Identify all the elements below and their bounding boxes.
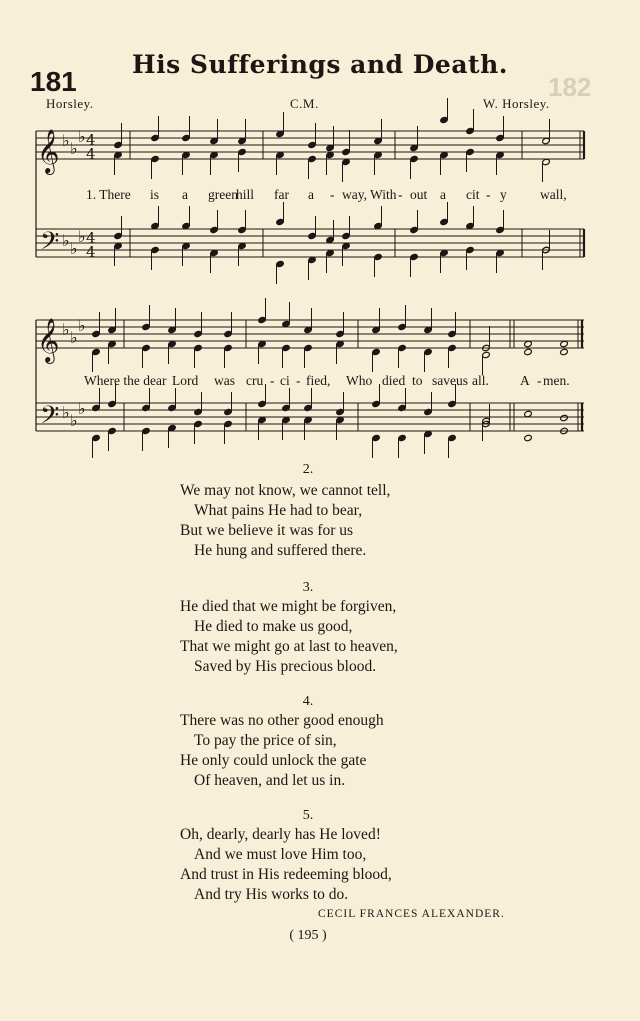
note-head [194,408,203,415]
flat-sign: ♭ [62,131,70,150]
flat-sign: ♭ [62,231,70,250]
verse-line: Oh, dearly, dearly has He loved! [180,826,381,843]
note-head [466,148,475,155]
lyric-syllable: - [270,373,275,388]
time-signature: 4 [86,243,96,261]
lyric-syllable: far [274,187,289,202]
lyric-syllable: fied, [306,373,331,388]
note-head [142,344,151,351]
lyric-syllable: all. [472,373,489,388]
note-head [410,155,419,162]
note-head [560,348,569,355]
verse-number: 5. [302,808,314,823]
note-head [114,232,123,239]
lyric-syllable: green [208,187,238,202]
lyric-syllable: - [296,373,301,388]
note-head [398,404,407,411]
note-head [466,127,475,134]
treble-clef: 𝄞 [37,129,60,173]
bleed-through-number: 182 [548,72,592,102]
note-head [398,344,407,351]
note-head [448,434,457,441]
flat-sign: ♭ [70,411,78,430]
verse-line: There was no other good enough [180,712,384,729]
note-head [276,260,285,267]
time-signature: 4 [86,131,96,149]
lyric-syllable: ci [280,373,290,388]
note-head [342,148,351,155]
verse-line: He died to make us good, [194,618,353,635]
verse-line: And trust in His redeeming blood, [180,866,392,883]
meter: C.M. [290,96,319,111]
note-head [342,232,351,239]
note-head [194,344,203,351]
lyric-syllable: a [440,187,446,202]
lyric-syllable: out [410,187,428,202]
lyric-syllable: was [214,373,235,388]
note-head [258,316,267,323]
note-head [496,226,505,233]
note-head [304,344,313,351]
lyric-syllable: y [500,187,507,202]
note-head [424,348,433,355]
note-head [524,348,533,355]
time-signature: 4 [86,145,96,163]
note-head [448,330,457,337]
note-head [410,253,419,260]
verse-line: And we must love Him too, [194,846,367,863]
note-head [372,400,381,407]
note-head [224,344,233,351]
note-head [524,434,533,441]
bass-clef: 𝄢 [40,227,60,262]
flat-sign: ♭ [78,316,86,335]
lyric-syllable: cru [246,373,264,388]
note-head [372,434,381,441]
lyric-syllable: hill [236,187,255,202]
note-head [398,434,407,441]
lyric-syllable: us [456,373,469,388]
note-head [194,420,203,427]
time-signature: 4 [86,229,96,247]
note-head [448,400,457,407]
note-head [224,330,233,337]
note-head [410,226,419,233]
verse-line: What pains He had to bear, [194,502,363,519]
note-head [114,141,123,148]
note-head [496,134,505,141]
lyric-syllable: - [398,187,403,202]
lyric-syllable: - [537,373,542,388]
note-head [424,408,433,415]
verse-line: And try His works to do. [194,886,349,903]
flat-sign: ♭ [78,127,86,146]
note-head [224,408,233,415]
note-head [92,404,101,411]
lyric-syllable: save [432,373,456,388]
flat-sign: ♭ [70,139,78,158]
lyric-syllable: 1. There [86,187,131,202]
lyric-syllable: a [182,187,188,202]
note-head [194,330,203,337]
verse-line: But we believe it was for us [180,522,354,539]
note-head [92,330,101,337]
note-head [108,427,117,434]
note-head [440,218,449,225]
lyric-syllable: Where the dear [84,373,167,388]
verse-line: He only could unlock the gate [180,752,367,769]
lyric-syllable: wall, [540,187,567,202]
lyric-syllable: With [370,187,397,202]
flat-sign: ♭ [78,399,86,418]
note-head [142,323,151,330]
page-number: ( 195 ) [289,928,327,943]
verse-line: We may not know, we cannot tell, [180,482,391,499]
note-head [142,404,151,411]
verse-number: 3. [302,580,314,595]
bass-clef: 𝄢 [40,401,60,436]
lyric-syllable: A [520,373,530,388]
note-head [560,414,569,421]
hymn-title: His Sufferings and Death. [132,50,508,79]
flat-sign: ♭ [62,320,70,339]
note-head [108,400,117,407]
verse-line: He died that we might be forgiven, [180,598,397,615]
lyric-syllable: to [412,373,423,388]
note-head [308,141,317,148]
tune-name: Horsley. [46,96,94,111]
verse-line: To pay the price of sin, [194,732,337,749]
note-head [372,348,381,355]
note-head [282,344,291,351]
note-head [440,116,449,123]
verse-number: 4. [302,694,314,709]
note-head [151,134,160,141]
note-head [398,323,407,330]
lyric-syllable: is [150,187,160,202]
note-head [258,400,267,407]
note-head [142,427,151,434]
note-head [224,420,233,427]
flat-sign: ♭ [70,239,78,258]
music-score [0,0,640,470]
note-head [238,148,247,155]
note-head [276,218,285,225]
author: CECIL FRANCES ALEXANDER. [318,908,505,920]
note-head [308,155,317,162]
flat-sign: ♭ [78,227,86,246]
note-head [151,155,160,162]
lyric-syllable: - [330,187,335,202]
verse-number: 2. [302,462,314,477]
lyric-syllable: a [308,187,314,202]
lyric-syllable: men. [543,373,570,388]
composer: W. Horsley. [483,96,550,111]
note-head [151,246,160,253]
note-head [482,351,491,358]
flat-sign: ♭ [62,403,70,422]
treble-clef: 𝄞 [37,318,60,362]
note-head [238,226,247,233]
lyric-syllable: Lord [172,373,199,388]
note-head [182,134,191,141]
note-head [336,330,345,337]
lyric-syllable: died [382,373,406,388]
note-head [336,408,345,415]
lyric-syllable: - [486,187,491,202]
note-head [92,348,101,355]
verse-line: That we might go at last to heaven, [180,638,398,655]
note-head [308,232,317,239]
lyric-syllable: way, [342,187,367,202]
note-head [282,404,291,411]
hymn-number: 181 [30,66,77,97]
verse-line: Saved by His precious blood. [194,658,377,675]
verse-line: He hung and suffered there. [194,542,367,559]
note-head [448,344,457,351]
verse-line: Of heaven, and let us in. [194,772,346,789]
note-head [92,434,101,441]
note-head [374,253,383,260]
note-head [210,226,219,233]
flat-sign: ♭ [70,328,78,347]
note-head [304,404,313,411]
lyric-syllable: Who [346,373,373,388]
note-head [466,246,475,253]
note-head [168,404,177,411]
lyric-syllable: cit [466,187,480,202]
